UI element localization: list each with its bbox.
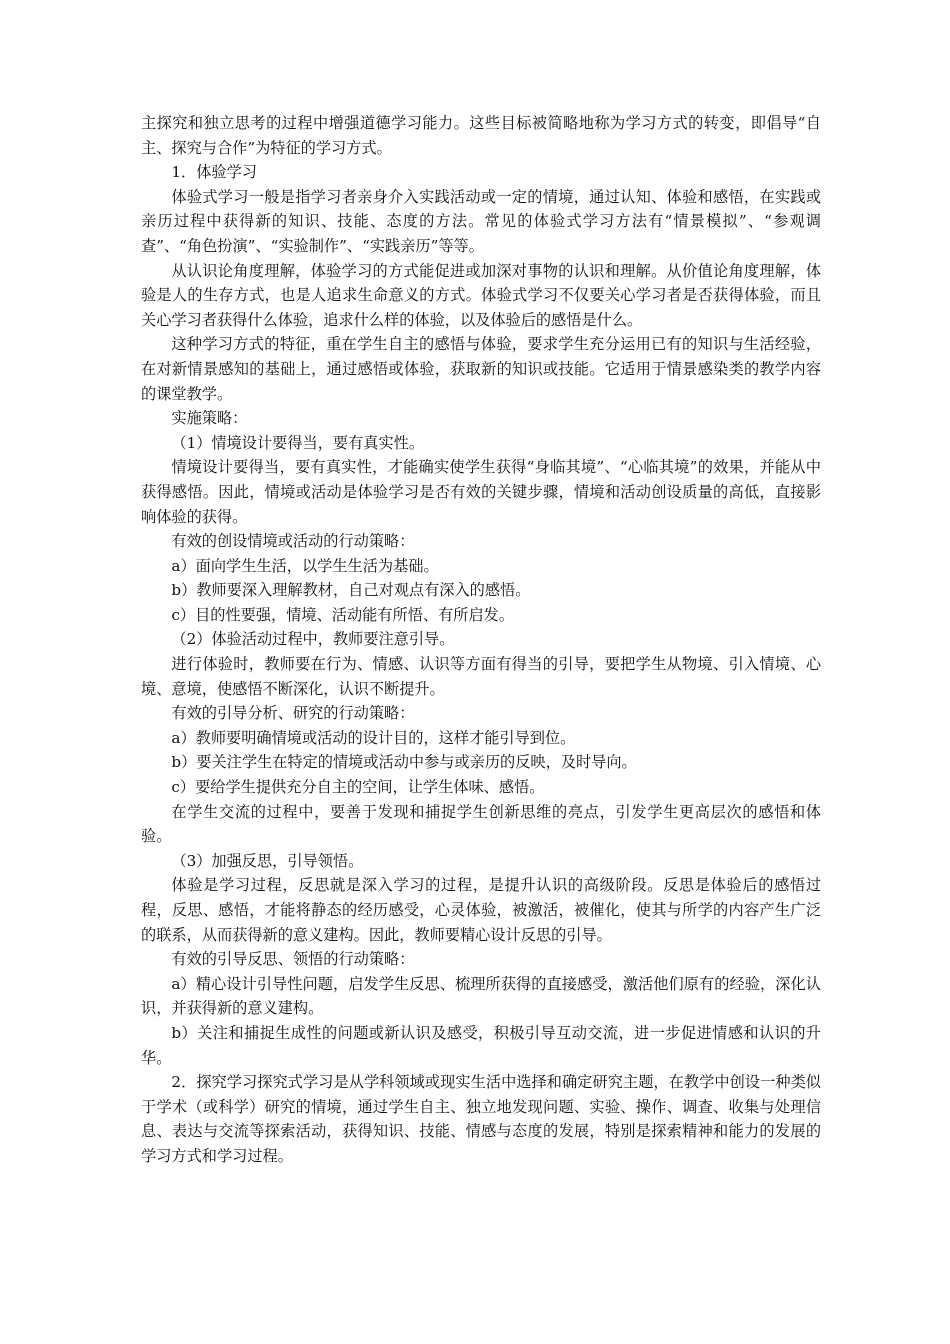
paragraph: 体验是学习过程，反思就是深入学习的过程，是提升认识的高级阶段。反思是体验后的感悟过程，反思、感悟，才能将静态的经历感受，心灵体验，被激活，被催化，使其与所学的内容产生广泛的联系，从而获得新的意义建构。因此，教师要精心设计反思的引导。 (141, 876, 821, 944)
paragraph: 情境设计要得当，要有真实性，才能确实使学生获得“身临其境”、“心临其境”的效果，并能从中获得感悟。因此，情境或活动是体验学习是否有效的关键步骤，情境和活动创设质量的高低，直接影响体验的获得。 (141, 458, 821, 526)
list-item: a）教师要明确情境或活动的设计目的，这样才能引导到位。 (171, 728, 576, 747)
paragraph: 体验式学习一般是指学习者亲身介入实践活动或一定的情境，通过认知、体验和感悟，在实践或亲历过程中获得新的知识、技能、态度的方法。常见的体验式学习方法有“情景模拟”、“参观调查”、“角色扮演”、“实验制作”、“实践亲历”等等。 (141, 187, 821, 255)
list-item: b）关注和捕捉生成性的问题或新认识及感受，积极引导互动交流，进一步促进情感和认识的升华。 (141, 1023, 821, 1067)
section-heading-experiential-learning: 1．体验学习 (171, 163, 257, 182)
paragraph: 有效的引导反思、领悟的行动策略： (171, 950, 415, 969)
paragraph: 主探究和独立思考的过程中增强道德学习能力。这些目标被简略地称为学习方式的转变，即倡导“自主、探究与合作”为特征的学习方式。 (141, 114, 821, 157)
list-item: c）目的性要强，情境、活动能有所悟、有所启发。 (171, 605, 515, 624)
paragraph: 这种学习方式的特征，重在学生自主的感悟与体验，要求学生充分运用已有的知识与生活经验，在对新情景感知的基础上，通过感悟或体验，获取新的知识或技能。它适用于情景感染类的教学内容的课堂教学。 (141, 335, 821, 403)
strategy-item-2: （2）体验活动过程中，教师要注意引导。 (171, 630, 455, 649)
list-item: c）要给学生提供充分自主的空间，让学生体味、感悟。 (171, 778, 545, 797)
strategy-item-3: （3）加强反思，引导领悟。 (171, 851, 364, 870)
section-paragraph-inquiry-learning: 2．探究学习探究式学习是从学科领域或现实生活中选择和确定研究主题，在教学中创设一种类似于学术（或科学）研究的情境，通过学生自主、独立地发现问题、实验、操作、调查、收集与处理信息、表达与交流等探索活动，获得知识、技能、情感与态度的发展，特别是探索精神和能力的发展的学习方式和学习过程。 (141, 1073, 821, 1165)
document-body (141, 111, 821, 1169)
paragraph: 在学生交流的过程中，要善于发现和捕捉学生创新思维的亮点，引发学生更高层次的感悟和体验。 (141, 802, 821, 846)
list-item: b）要关注学生在特定的情境或活动中参与或亲历的反映，及时导向。 (171, 753, 637, 772)
list-item: a）精心设计引导性问题，启发学生反思、梳理所获得的直接感受，激活他们原有的经验，深化认识，并获得新的意义建构。 (141, 974, 821, 1018)
list-item: b）教师要深入理解教材，自己对观点有深入的感悟。 (171, 581, 531, 600)
paragraph: 有效的引导分析、研究的行动策略： (171, 704, 415, 723)
paragraph: 从认识论角度理解，体验学习的方式能促进或加深对事物的认识和理解。从价值论角度理解，体验是人的生存方式，也是人追求生命意义的方式。体验式学习不仅要关心学习者是否获得体验，而且关心学习者获得什么体验，追求什么样的体验，以及体验后的感悟是什么。 (141, 261, 821, 329)
list-item: a）面向学生生活，以学生生活为基础。 (171, 556, 439, 575)
subheading-implementation-strategy: 实施策略： (171, 409, 248, 428)
paragraph: 有效的创设情境或活动的行动策略： (171, 532, 415, 551)
paragraph: 进行体验时，教师要在行为、情感、认识等方面有得当的引导，要把学生从物境、引入情境、心境、意境，使感悟不断深化，认识不断提升。 (141, 655, 821, 698)
strategy-item-1: （1）情境设计要得当，要有真实性。 (171, 433, 425, 452)
